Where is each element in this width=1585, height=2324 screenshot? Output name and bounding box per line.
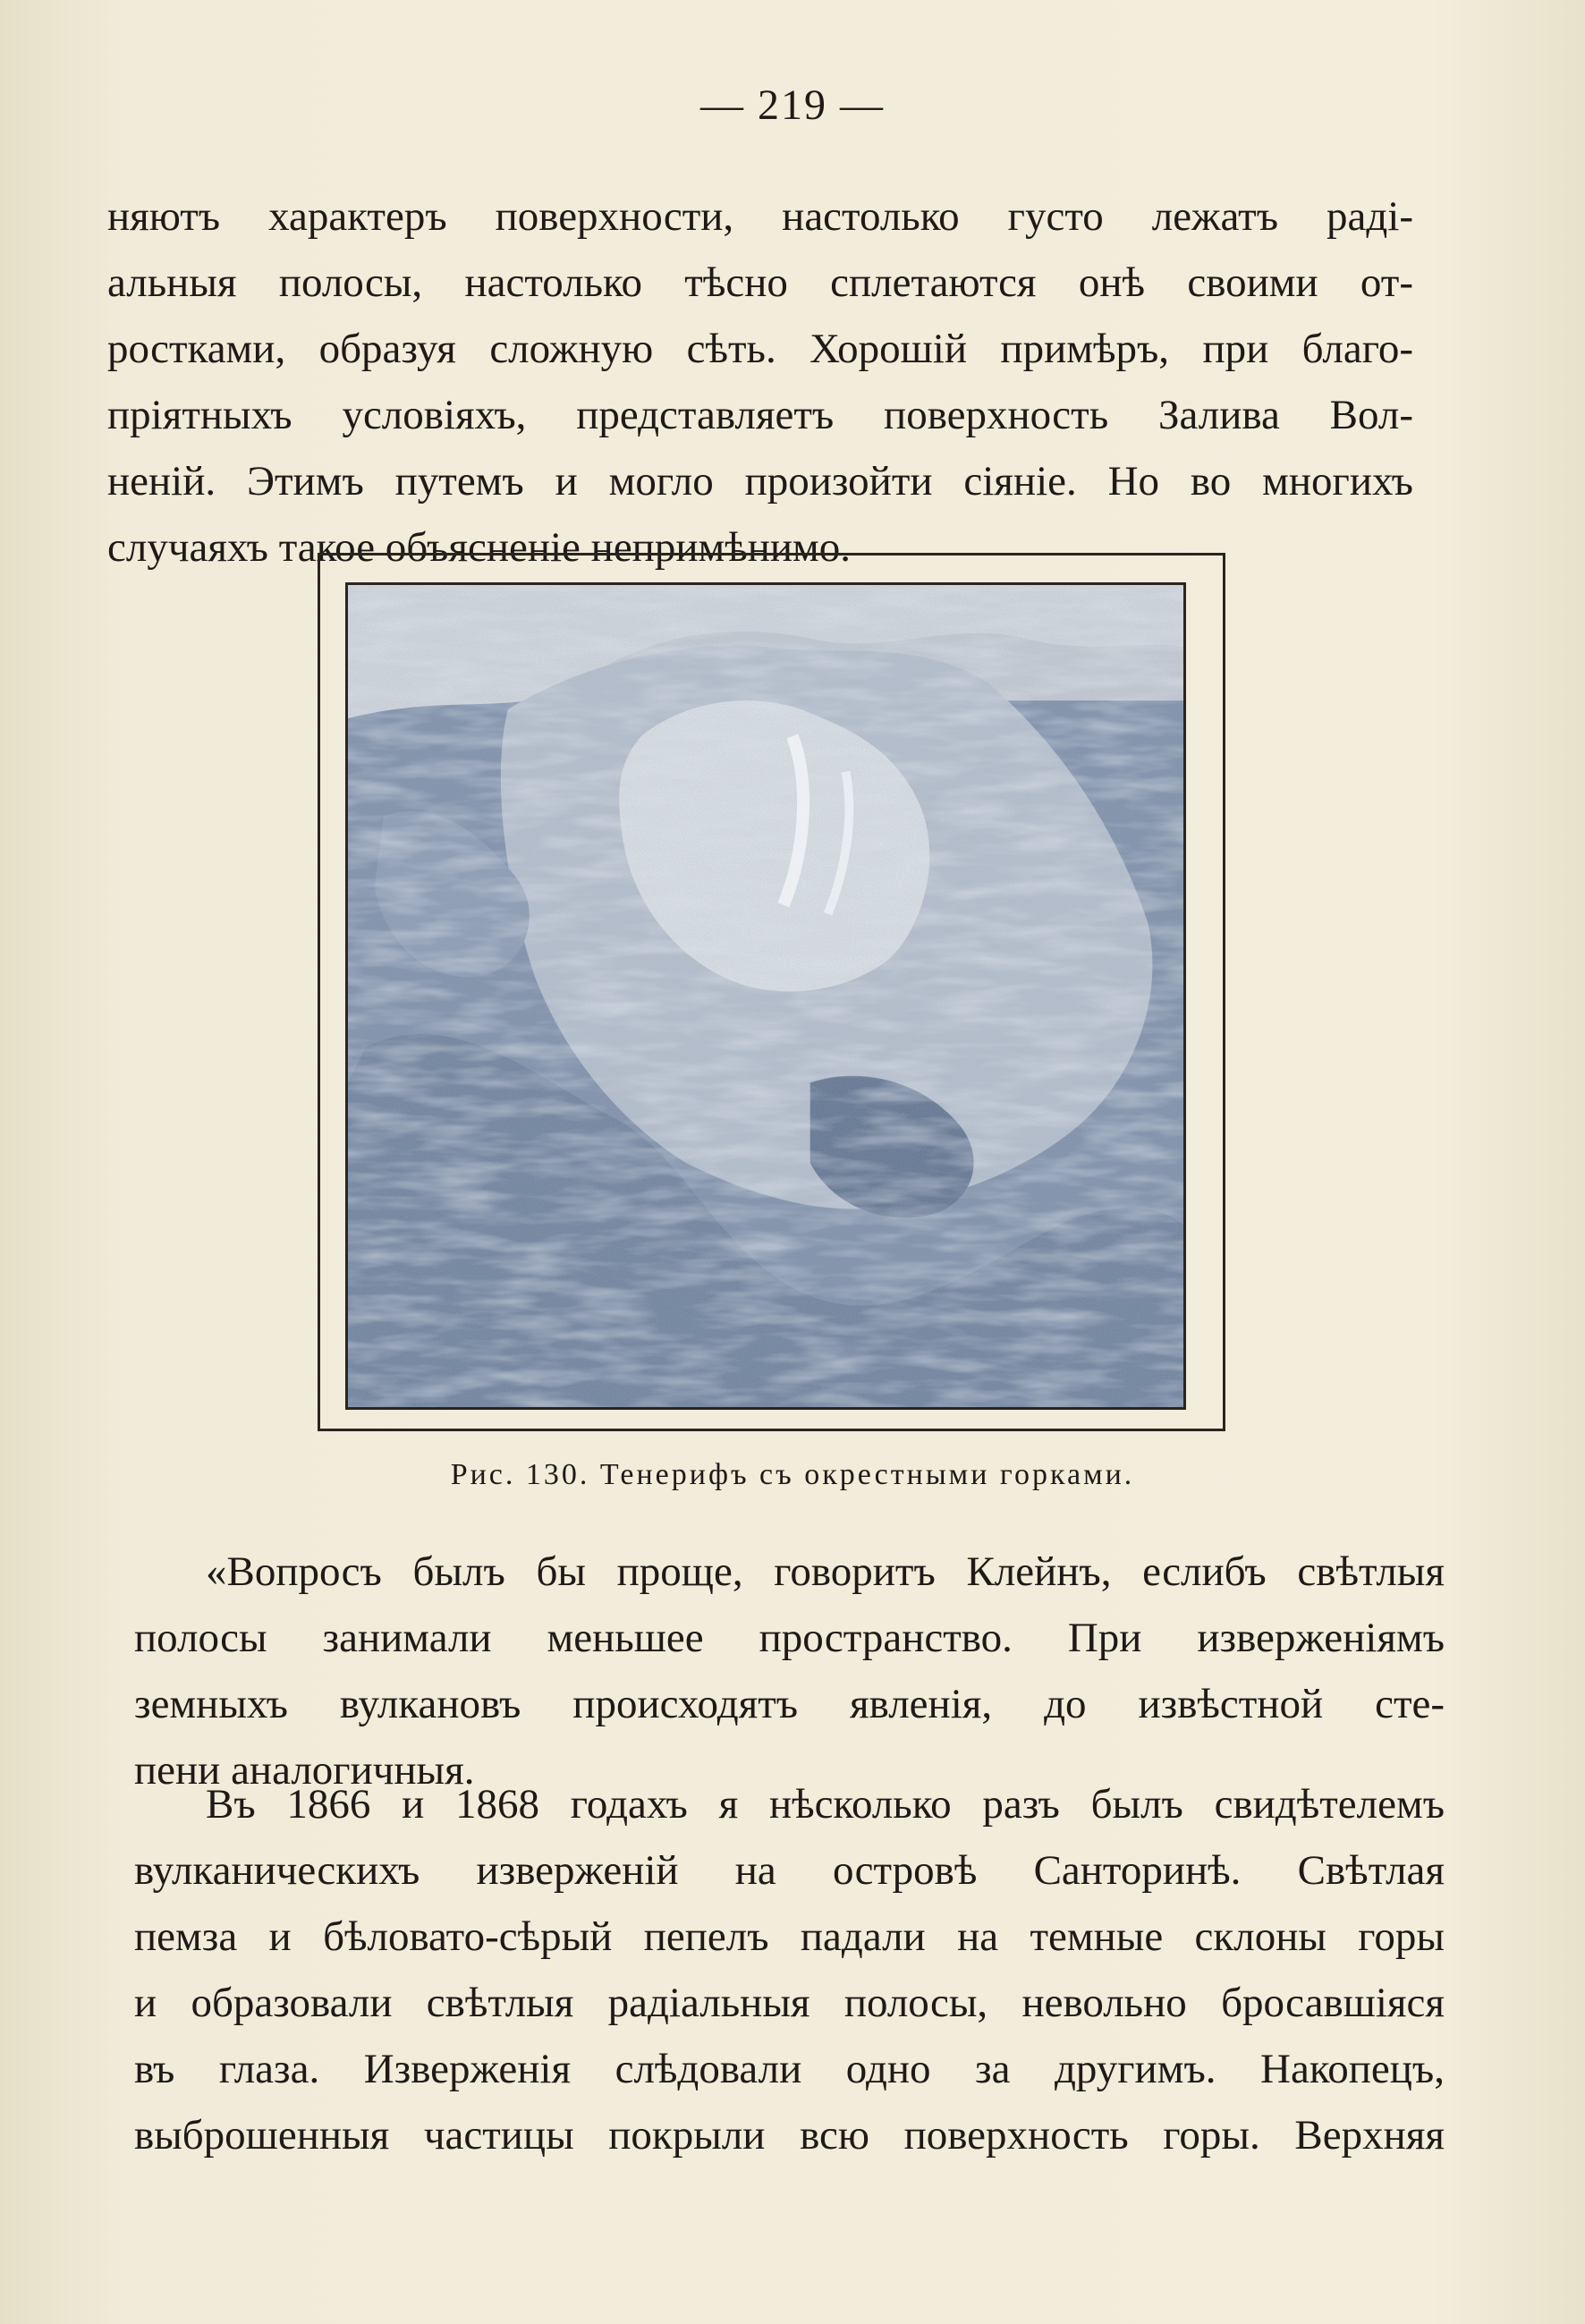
text-line: альныя полосы, настолько тѣсно сплетаются онѣ своими от- [107,259,1413,306]
text-line: случаяхъ такое объясненіе непримѣнимо. [107,524,852,571]
text-line: выброшенныя частицы покрыли всю поверхность горы. Верхняя [134,2112,1445,2159]
text-line: земныхъ вулкановъ происходятъ явленія, до извѣстной сте- [134,1681,1445,1727]
text-line: вулканическихъ изверженій на островѣ Санторинѣ. Свѣтлая [134,1847,1445,1894]
lunar-surface-illustration [348,585,1183,1407]
text-line: пени аналогичныя. [134,1747,475,1794]
figure-frame [318,553,1225,1431]
paragraph-quote [134,1539,1445,1803]
text-line: пріятныхъ условіяхъ, представляетъ поверхность Залива Вол- [107,392,1413,438]
figure-illustration [345,582,1186,1410]
figure-caption: Рис. 130. Тенерифъ съ окрестными горками. [450,1458,1135,1491]
paragraph-santorini [134,1771,1445,2168]
text-line: пемза и бѣловато-сѣрый пепелъ падали на темные склоны горы [134,1913,1445,1960]
text-line: полосы занимали меньшее пространство. При изверженіямъ [134,1615,1445,1661]
text-line: няютъ характеръ поверхности, настолько густо лежатъ раді- [107,193,1413,240]
text-line: ростками, образуя сложную сѣть. Хорошій примѣръ, при благо- [107,326,1413,372]
text-line: въ глаза. Изверженія слѣдовали одно за другимъ. Накопецъ, [134,2046,1445,2092]
paragraph-top [107,183,1413,581]
text-line: «Вопросъ былъ бы проще, говоритъ Клейнъ, еслибъ свѣтлыя [206,1548,1445,1595]
page-number: — 219 — [700,81,885,129]
text-line: Въ 1866 и 1868 годахъ я нѣсколько разъ былъ свидѣтелемъ [206,1781,1445,1828]
text-line: и образовали свѣтлыя радіальныя полосы, невольно бросавшіяся [134,1980,1445,2026]
text-line: неній. Этимъ путемъ и могло произойти сіяніе. Но во многихъ [107,458,1413,505]
